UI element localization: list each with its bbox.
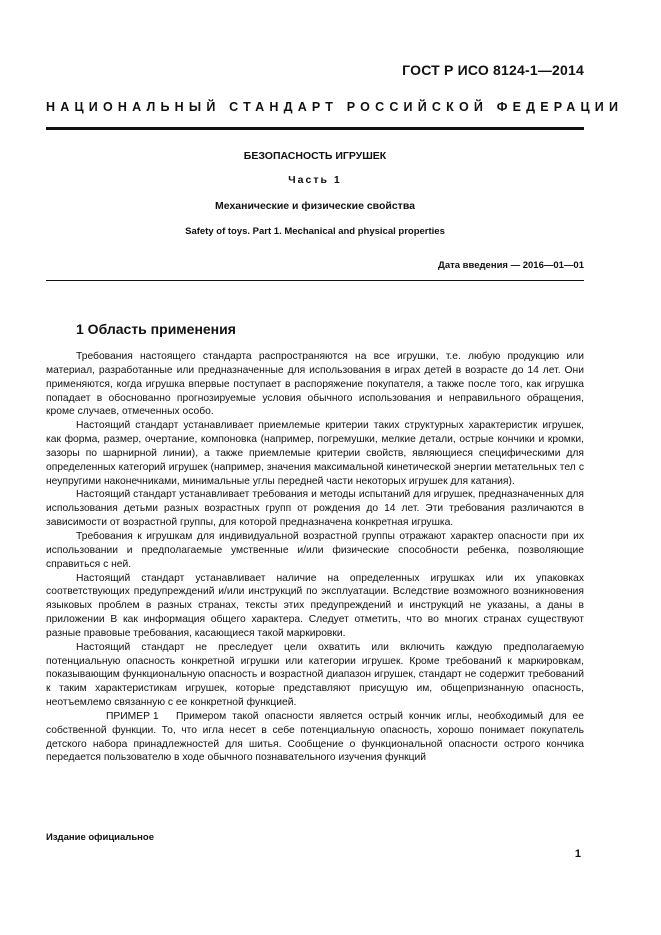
document-code: ГОСТ Р ИСО 8124-1—2014 bbox=[402, 62, 584, 78]
edition-label: Издание официальное bbox=[46, 832, 154, 843]
document-title: БЕЗОПАСНОСТЬ ИГРУШЕК bbox=[243, 150, 387, 162]
page-number: 1 bbox=[574, 848, 581, 860]
example-label: ПРИМЕР 1 bbox=[106, 710, 159, 722]
example-paragraph bbox=[46, 710, 584, 765]
introduction-date: Дата введения — 2016—01—01 bbox=[438, 260, 584, 271]
paragraph: Настоящий стандарт не преследует цели охватить или включить каждую предполагаемую потенциальную опасность конкретной игрушки или категории игрушек. Кроме требований к маркировкам, показывающим функциональную опасность и возрастной диапазон игрушек, стандарт не содержит требований к таким характеристикам игрушек, которые представляют присущую им, общепризнанную опасность, неотъемлемо связанную с ее конкретной функцией. bbox=[46, 641, 584, 709]
section-heading: 1 Область применения bbox=[76, 321, 236, 337]
paragraph: Требования настоящего стандарта распространяются на все игрушки, т.е. любую продукцию или материал, разработанные или предназначенные для использования в играх детей в возрасте до 14 лет. Они применяются, когда игрушка впервые поступает в распоряжение покупателя, а также после того, как игрушка попадает в обоснованно прогнозируемые условия обычного использования и неправильного обращения, кроме случаев, отмеченных особо. bbox=[46, 351, 584, 418]
title-rule bbox=[46, 280, 584, 281]
english-title: Safety of toys. Part 1. Mechanical and physical properties bbox=[185, 226, 445, 237]
paragraph: Требования к игрушкам для индивидуальной возрастной группы отражают характер опасности при их использовании и предполагаемые умственные и/или физические способности ребенка, позволяющие справиться с ней. bbox=[46, 530, 584, 570]
section-body bbox=[46, 350, 584, 765]
paragraph: Настоящий стандарт устанавливает наличие на определенных игрушках или их упаковках соответствующих предупреждений и/или инструкций по эксплуатации. Вследствие возможного возникновения языковых проблем в разных странах, тексты этих предупреждений и инструкций не указаны, а даны в приложении В как информация общего характера. Следует отметить, что во многих странах существуют разные правовые требования, касающиеся такой маркировки. bbox=[46, 572, 584, 639]
paragraph: Настоящий стандарт устанавливает приемлемые критерии таких структурных характеристик игрушек, как форма, размер, очертание, компоновка (например, погремушки, мелкие детали, острые кончики и кромки, зазоры по шарнирной линии), а также приемлемые критерии свойств, являющиеся специфическими для определенных категорий игрушек (например, значения максимальной кинетической энергии метательных тел с неупругими наконечниками, минимальные углы передней части некоторых игрушек для катания). bbox=[46, 420, 584, 487]
paragraph: Настоящий стандарт устанавливает требования и методы испытаний для игрушек, предназначенных для использования детьми разных возрастных групп от рождения до 14 лет. Эти требования различаются в зависимости от возрастной группы, для которой предназначена конкретная игрушка. bbox=[46, 489, 584, 529]
part-label: Часть 1 bbox=[288, 174, 342, 186]
document-subtitle: Механические и физические свойства bbox=[215, 200, 415, 212]
example-text: Примером такой опасности является острый кончик иглы, необходимый для ее собственной функции. То, что игла несет в себе потенциальную опасность, хорошо понимает покупатель детского набора принадлежностей для шитья. Сообщение о функциональной опасности острого кончика передается пользователю в ходе обычного познавательного изучения функций bbox=[46, 710, 584, 764]
header-rule bbox=[46, 127, 584, 130]
national-standard-banner: НАЦИОНАЛЬНЫЙ СТАНДАРТ РОССИЙСКОЙ ФЕДЕРАЦИИ bbox=[46, 100, 624, 114]
